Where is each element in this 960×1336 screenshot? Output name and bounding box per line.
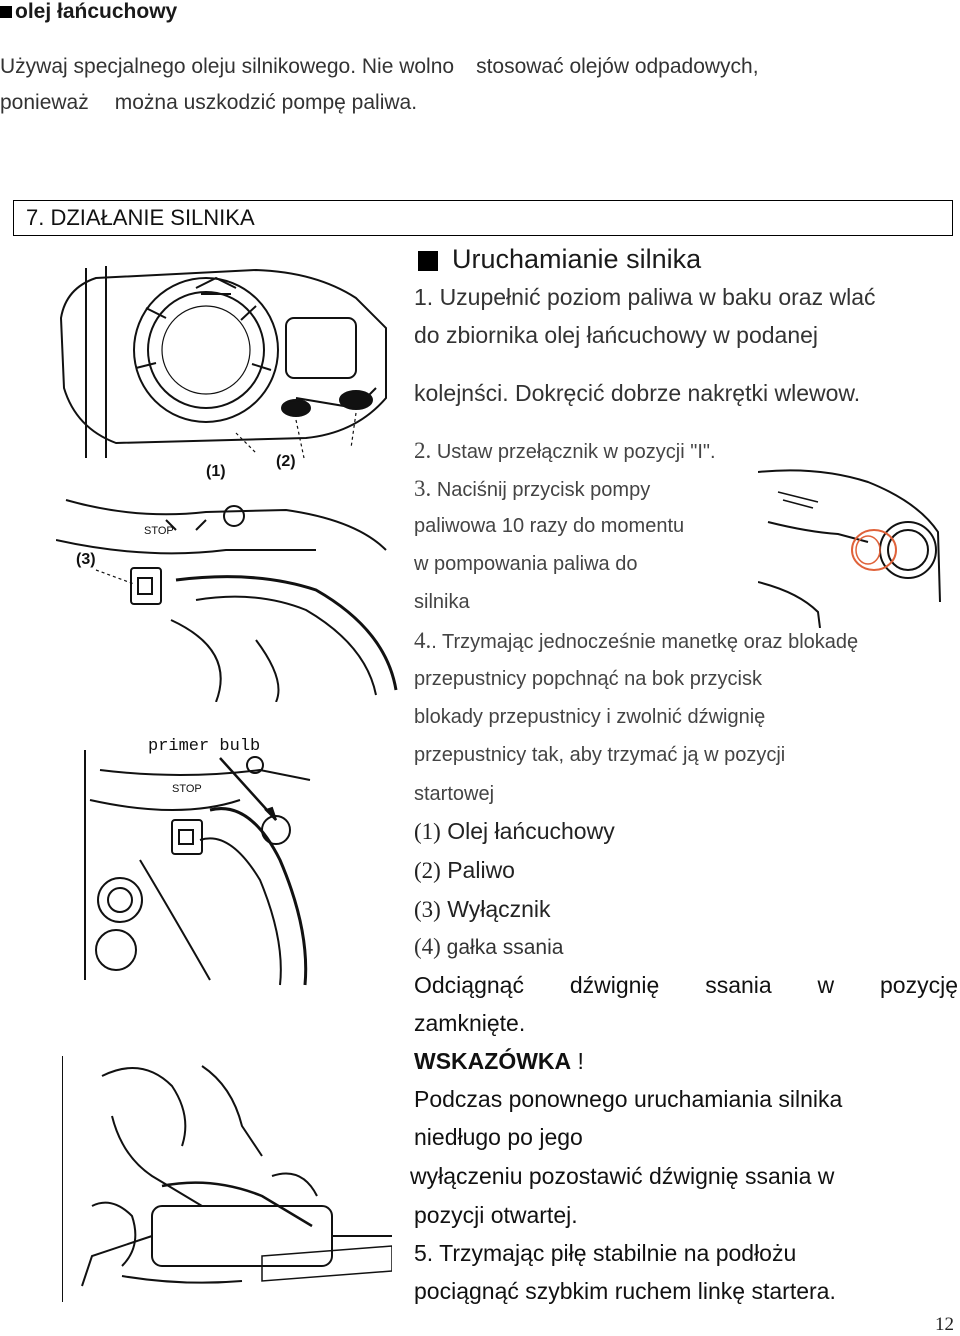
legend-item bbox=[414, 896, 551, 923]
top-heading-text: olej łańcuchowy bbox=[15, 0, 178, 23]
legend-item bbox=[414, 934, 563, 960]
step-number: 4. bbox=[414, 628, 432, 653]
legend-number: (3) bbox=[414, 897, 441, 922]
note-line: pozycji otwartej. bbox=[414, 1202, 578, 1228]
step-1-line: do zbiornika olej łańcuchowy w podanej bbox=[414, 322, 819, 348]
choke-instruction bbox=[414, 972, 958, 999]
legend-item bbox=[414, 818, 615, 845]
choke-word: pozycję bbox=[880, 972, 958, 998]
stop-label: STOP bbox=[144, 525, 174, 537]
intro-line-1 bbox=[0, 55, 759, 79]
note-line: niedługo po jego bbox=[414, 1124, 583, 1150]
choke-instruction-end: zamknięte. bbox=[414, 1010, 526, 1036]
switch-illustration bbox=[56, 480, 402, 702]
choke-word: Odciągnąć bbox=[414, 972, 524, 998]
choke-word: dźwignię bbox=[569, 972, 660, 998]
primer-bulb-illustration bbox=[758, 462, 958, 628]
square-bullet-icon bbox=[418, 251, 438, 271]
step-4-line: blokady przepustnicy i zwolnić dźwignię bbox=[414, 706, 766, 728]
figure-label-3: (3) bbox=[76, 551, 96, 568]
step-4-line: przepustnicy tak, aby trzymać ją w pozycji bbox=[414, 744, 786, 766]
choke-word: ssania bbox=[705, 972, 772, 998]
step-5-line: 5. Trzymając piłę stabilnie na podłożu bbox=[414, 1240, 797, 1266]
primer-bulb-labeled-illustration bbox=[80, 730, 330, 990]
note-heading bbox=[414, 1048, 584, 1075]
legend-item bbox=[414, 857, 515, 884]
step-1-line: 1. Uzupełnić poziom paliwa w baku oraz wlać bbox=[414, 284, 876, 310]
step-number: 3. bbox=[414, 476, 432, 501]
intro-text: Używaj specjalnego oleju silnikowego. Nie wolno bbox=[0, 55, 455, 78]
step-3 bbox=[414, 476, 650, 502]
subsection-title: Uruchamianie silnika bbox=[452, 244, 702, 274]
engine-top-illustration bbox=[56, 258, 396, 480]
legend-text: Paliwo bbox=[447, 857, 515, 883]
step-3-line: paliwowa 10 razy do momentu bbox=[414, 515, 685, 537]
note-exclamation: ! bbox=[577, 1048, 584, 1074]
subsection-heading bbox=[418, 244, 701, 275]
note-line: wyłączeniu pozostawić dźwignię ssania w bbox=[410, 1163, 835, 1189]
starting-saw-illustration bbox=[62, 1056, 392, 1302]
intro-text: można uszkodzić pompę paliwa. bbox=[114, 91, 418, 114]
choke-word: w bbox=[817, 972, 835, 998]
legend-text: Olej łańcuchowy bbox=[447, 818, 615, 844]
top-heading bbox=[0, 0, 177, 24]
stop-label: STOP bbox=[172, 783, 202, 795]
note-line: Podczas ponownego uruchamiania silnika bbox=[414, 1086, 843, 1112]
legend-text: gałka ssania bbox=[446, 936, 564, 959]
figure-label-1: (1) bbox=[206, 463, 226, 480]
square-bullet-icon bbox=[0, 6, 12, 18]
step-number: 2. bbox=[414, 438, 432, 463]
legend-text: Wyłącznik bbox=[447, 896, 551, 922]
primer-bulb-label: primer bulb bbox=[148, 737, 261, 756]
legend-number: (1) bbox=[414, 819, 441, 844]
figure-label-2: (2) bbox=[276, 453, 296, 470]
intro-text: ponieważ bbox=[0, 91, 89, 114]
intro-line-2 bbox=[0, 91, 417, 115]
section-title: 7. DZIAŁANIE SILNIKA bbox=[26, 205, 255, 230]
step-2 bbox=[414, 438, 716, 464]
step-3-line: w pompowania paliwa do bbox=[414, 553, 638, 575]
step-5-line: pociągnąć szybkim ruchem linkę startera. bbox=[414, 1278, 836, 1304]
legend-number: (2) bbox=[414, 858, 441, 883]
step-text: Ustaw przełącznik w pozycji "I". bbox=[436, 441, 716, 463]
step-3-line: silnika bbox=[414, 591, 470, 613]
step-4 bbox=[414, 628, 858, 654]
step-4-line: przepustnicy popchnąć na bok przycisk bbox=[414, 668, 762, 690]
step-text: . Trzymając jednocześnie manetkę oraz blokadę bbox=[431, 631, 859, 653]
step-4-line: startowej bbox=[414, 783, 495, 805]
page-number: 12 bbox=[935, 1314, 954, 1335]
step-1-line: kolejnści. Dokręcić dobrze nakrętki wlewow. bbox=[414, 380, 861, 406]
step-text: Naciśnij przycisk pompy bbox=[436, 479, 651, 501]
intro-text: stosować olejów odpadowych, bbox=[476, 55, 759, 78]
note-title: WSKAZÓWKA bbox=[414, 1048, 572, 1074]
legend-number: (4) bbox=[414, 934, 441, 959]
section-title-box bbox=[13, 200, 953, 236]
